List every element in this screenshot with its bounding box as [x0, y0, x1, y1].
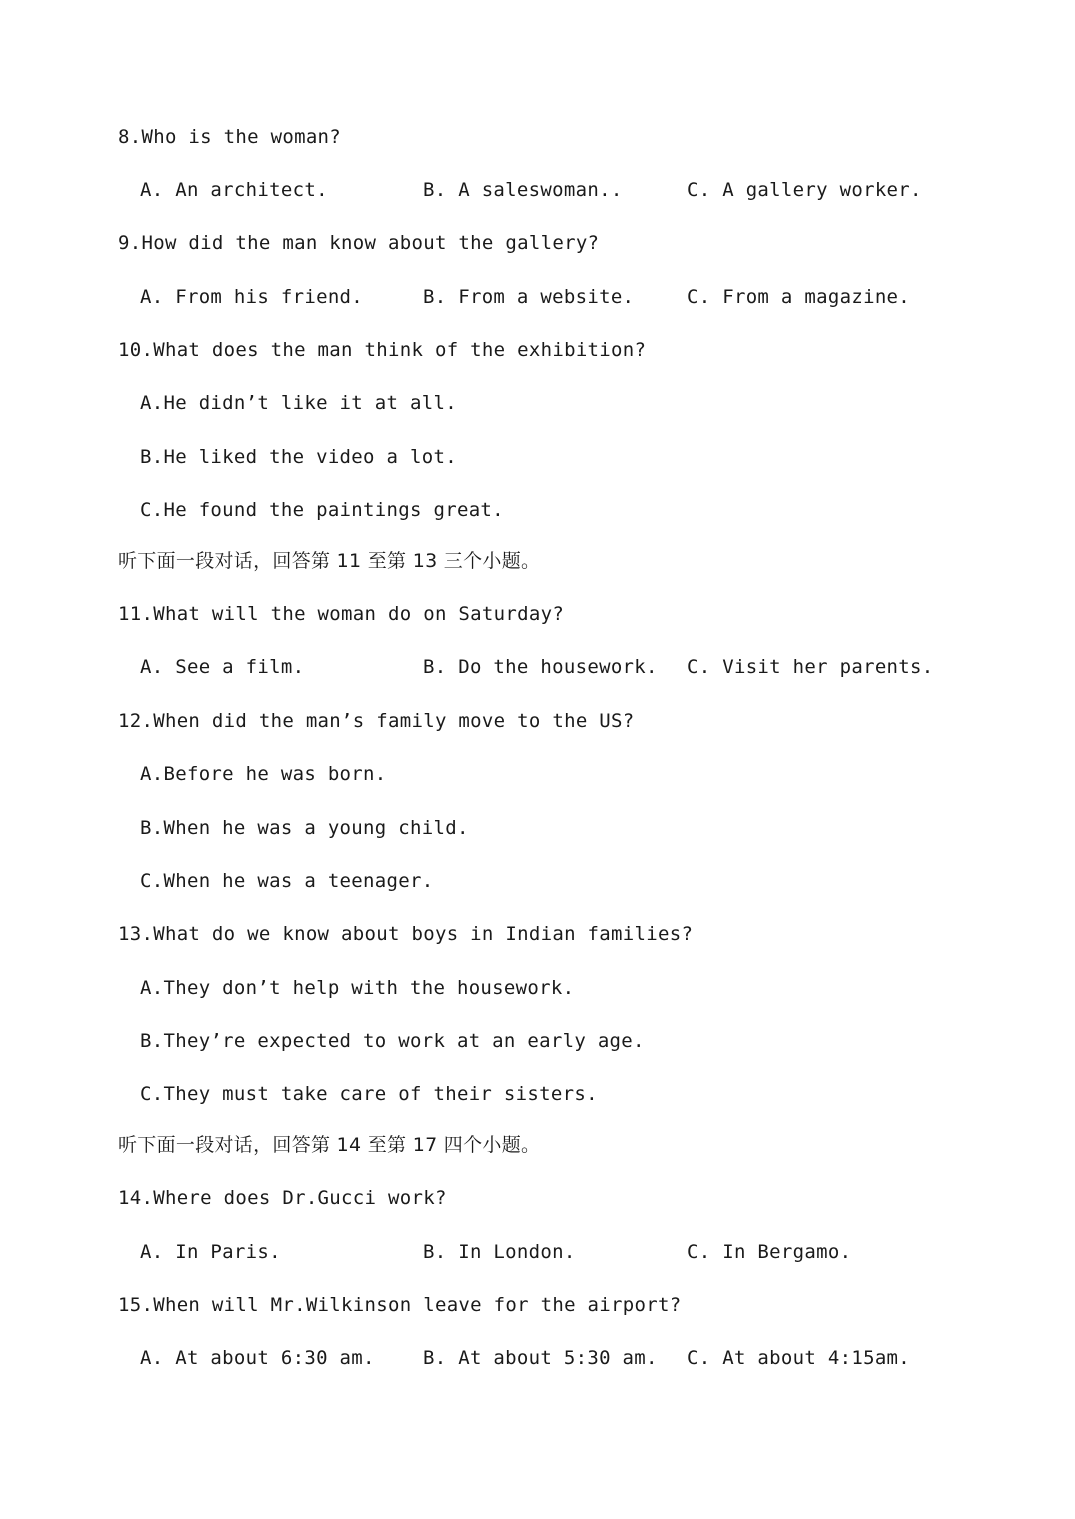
question-9-option-a: A. From his friend.	[140, 286, 364, 308]
question-15-option-c: C. At about 4:15am.	[687, 1347, 911, 1369]
question-9-stem: 9.How did the man know about the gallery?	[118, 232, 600, 254]
section-heading-11-13: 听下面一段对话，回答第 11 至第 13 三个小题。	[118, 550, 541, 572]
question-11-option-a: A. See a film.	[140, 656, 305, 678]
question-13-option-b: B.They’re expected to work at an early age.	[140, 1030, 645, 1052]
question-10-option-a: A.He didn’t like it at all.	[140, 392, 457, 414]
question-13-stem: 13.What do we know about boys in Indian families?	[118, 923, 694, 945]
question-8-option-b: B. A saleswoman..	[423, 179, 623, 201]
question-8-option-c: C. A gallery worker.	[687, 179, 922, 201]
question-13-option-a: A.They don’t help with the housework.	[140, 977, 575, 999]
question-11-option-c: C. Visit her parents.	[687, 656, 934, 678]
question-15-option-a: A. At about 6:30 am.	[140, 1347, 375, 1369]
question-9-option-b: B. From a website.	[423, 286, 635, 308]
question-12-option-b: B.When he was a young child.	[140, 817, 469, 839]
question-14-option-a: A. In Paris.	[140, 1241, 281, 1263]
section-heading-14-17: 听下面一段对话，回答第 14 至第 17 四个小题。	[118, 1134, 541, 1156]
question-10-stem: 10.What does the man think of the exhibition?	[118, 339, 647, 361]
question-8-stem: 8.Who is the woman?	[118, 126, 342, 148]
question-15-stem: 15.When will Mr.Wilkinson leave for the airport?	[118, 1294, 682, 1316]
question-14-option-c: C. In Bergamo.	[687, 1241, 852, 1263]
question-13-option-c: C.They must take care of their sisters.	[140, 1083, 598, 1105]
question-11-option-b: B. Do the housework.	[423, 656, 658, 678]
question-11-stem: 11.What will the woman do on Saturday?	[118, 603, 565, 625]
question-10-option-c: C.He found the paintings great.	[140, 499, 504, 521]
question-15-option-b: B. At about 5:30 am.	[423, 1347, 658, 1369]
question-14-option-b: B. In London.	[423, 1241, 576, 1263]
question-10-option-b: B.He liked the video a lot.	[140, 446, 457, 468]
question-12-option-c: C.When he was a teenager.	[140, 870, 434, 892]
question-8-option-a: A. An architect.	[140, 179, 328, 201]
question-12-stem: 12.When did the man’s family move to the US?	[118, 710, 635, 732]
question-12-option-a: A.Before he was born.	[140, 763, 387, 785]
question-9-option-c: C. From a magazine.	[687, 286, 911, 308]
question-14-stem: 14.Where does Dr.Gucci work?	[118, 1187, 447, 1209]
